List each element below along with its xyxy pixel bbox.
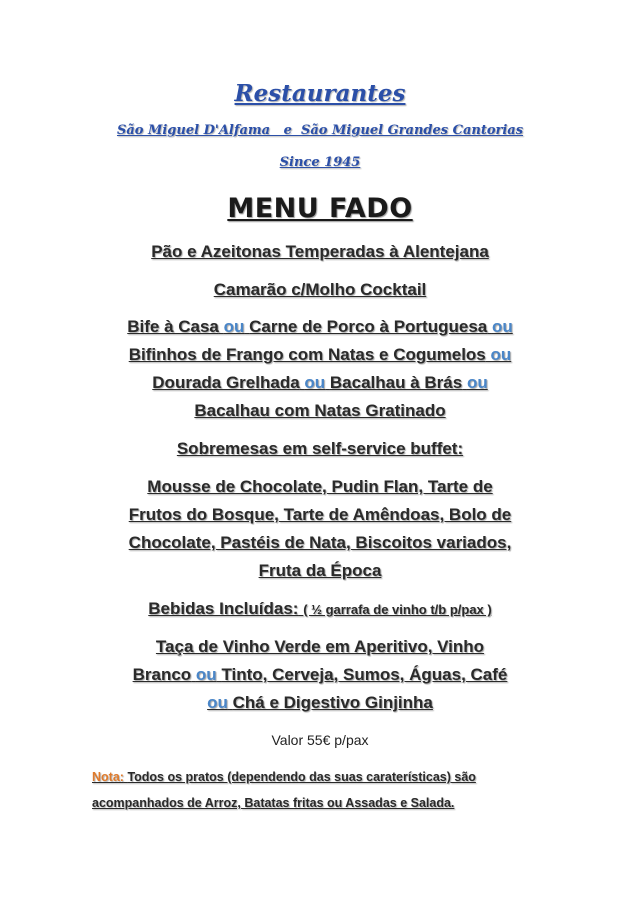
drinks-branco: Branco — [132, 665, 192, 684]
starter-shrimp — [0, 276, 640, 304]
or-word: ou — [195, 665, 217, 684]
menu-title: MENU FADO — [227, 193, 413, 224]
footnote-text-2: acompanhados de Arroz, Batatas fritas ou Assadas e Salada. — [92, 796, 455, 810]
drinks-line-2 — [0, 661, 640, 689]
starter-bread-text: Pão e Azeitonas Temperadas à Alentejana — [151, 242, 489, 261]
main-line-3 — [0, 369, 640, 397]
price-line: Valor 55€ p/pax — [271, 732, 369, 748]
starter-bread — [0, 238, 640, 266]
desserts-line-4: Fruta da Época — [258, 561, 382, 580]
main-dish-bras: Bacalhau à Brás — [329, 373, 463, 392]
main-dish-frango: Bifinhos de Frango com Natas e Cogumelos — [128, 345, 486, 364]
main-dish-bife: Bife à Casa — [127, 317, 219, 336]
drinks-line-3 — [0, 689, 640, 717]
desserts-line-3: Chocolate, Pastéis de Nata, Biscoitos variados, — [128, 533, 512, 552]
desserts-line-1: Mousse de Chocolate, Pudin Flan, Tarte de — [147, 477, 493, 496]
or-word: ou — [466, 373, 488, 392]
drinks-heading: Bebidas Incluídas: — [148, 599, 299, 618]
or-word: ou — [491, 317, 513, 336]
footnote-text-1: Todos os pratos (dependendo das suas caraterísticas) são — [127, 770, 476, 784]
desserts-line-2: Frutos do Bosque, Tarte de Amêndoas, Bolo de — [128, 505, 512, 524]
desserts-heading: Sobremesas em self-service buffet: — [176, 439, 464, 458]
drinks-line-1: Taça de Vinho Verde em Aperitivo, Vinho — [155, 637, 485, 656]
or-word: ou — [490, 345, 512, 364]
since-line: Since 1945 — [279, 155, 361, 170]
drinks-heading-line — [0, 595, 640, 624]
main-line-4 — [0, 397, 640, 425]
main-dish-gratinado: Bacalhau com Natas Gratinado — [194, 401, 446, 420]
footnote-line-2 — [92, 790, 562, 816]
footnote-line-1 — [92, 764, 562, 790]
main-dish-dourada: Dourada Grelhada — [152, 373, 300, 392]
drinks-cha: Chá e Digestivo Ginjinha — [232, 693, 433, 712]
footnote — [92, 764, 562, 816]
restaurant-names: São Miguel D'Alfama e São Miguel Grandes Cantorias — [116, 123, 524, 138]
main-line-1 — [0, 313, 640, 341]
footnote-label: Nota: — [92, 770, 124, 784]
restaurant-title: Restaurantes — [234, 80, 406, 107]
or-word: ou — [223, 317, 245, 336]
main-line-2 — [0, 341, 640, 369]
drinks-wine-note: ( ½ garrafa de vinho t/b p/pax ) — [303, 602, 492, 617]
main-dish-porco: Carne de Porco à Portuguesa — [249, 317, 488, 336]
drinks-rest: Tinto, Cerveja, Sumos, Águas, Café — [221, 665, 508, 684]
starter-shrimp-text: Camarão c/Molho Cocktail — [213, 280, 427, 299]
or-word: ou — [304, 373, 326, 392]
or-word: ou — [207, 693, 228, 712]
